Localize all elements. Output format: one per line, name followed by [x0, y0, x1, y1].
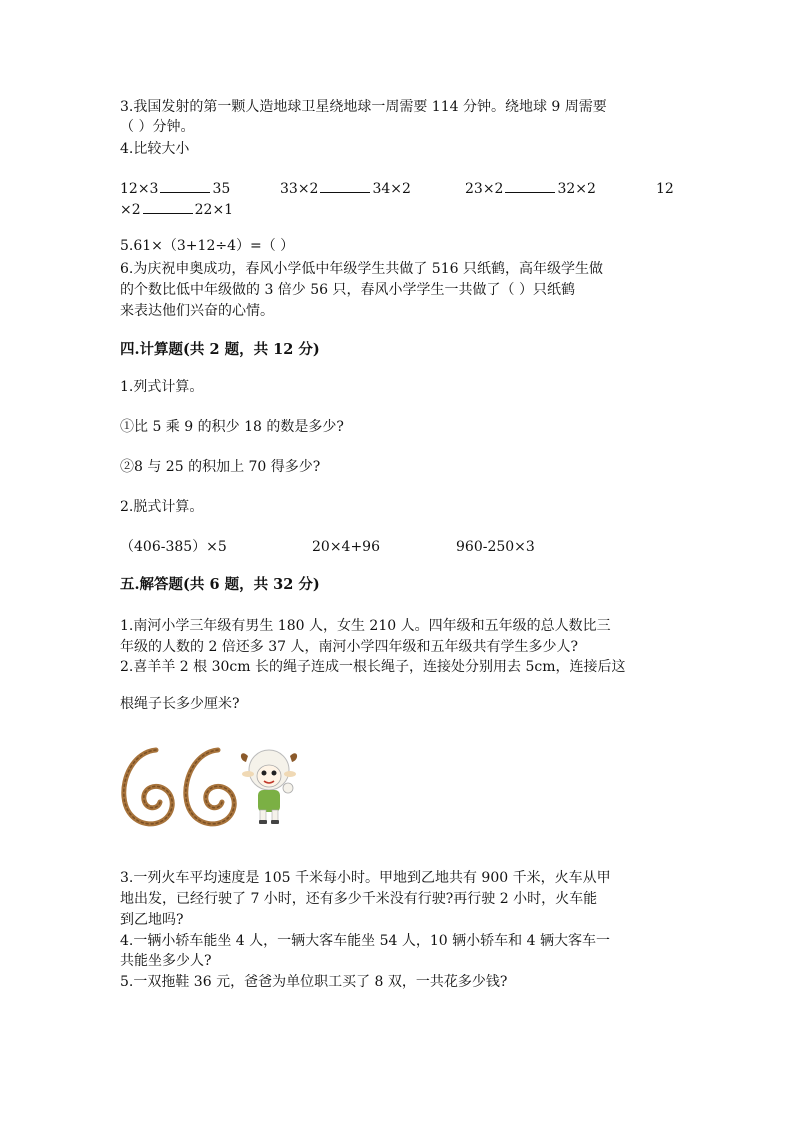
s5-q2-line1: 2.喜羊羊 2 根 30cm 长的绳子连成一根长绳子，连接处分别用去 5cm，连接后这: [120, 659, 626, 675]
s4-q2-title: 2.脱式计算。: [120, 499, 204, 515]
s5-q2-line2: 根绳子长多少厘米?: [120, 696, 240, 712]
compare-item-1: 12×3 35: [120, 181, 231, 197]
rope-coils-image: [116, 742, 306, 832]
s5-q1-line2: 年级的人数的 2 倍还多 37 人，南河小学四年级和五年级共有学生多少人?: [120, 639, 579, 655]
compare-item-2: 33×2 34×2: [280, 181, 411, 197]
rope-sheep-illustration: [116, 742, 306, 832]
q3-line1: 3.我国发射的第一颗人造地球卫星绕地球一周需要 114 分钟。绕地球 9 周需要: [120, 99, 607, 115]
calc-item-1: （406-385）×5: [120, 539, 227, 555]
compare-item-4-end: ×2 22×1: [120, 202, 234, 218]
q6-line3: 来表达他们兴奋的心情。: [120, 303, 274, 319]
s5-q3-line2: 地出发，已经行驶了 7 小时，还有多少千米没有行驶?再行驶 2 小时，火车能: [120, 891, 598, 907]
s5-q3-line1: 3.一列火车平均速度是 105 千米每小时。甲地到乙地共有 900 千米，火车从甲: [120, 870, 611, 886]
calc-item-2: 20×4+96: [312, 539, 380, 555]
s5-q4-line2: 共能坐多少人?: [120, 953, 212, 969]
sheep-icon: [241, 750, 297, 824]
s5-q3-line3: 到乙地吗?: [120, 912, 184, 928]
s4-q1-a: ①比 5 乘 9 的积少 18 的数是多少?: [120, 419, 344, 435]
q4-title: 4.比较大小: [120, 141, 190, 157]
section4-title: 四.计算题(共 2 题，共 12 分): [120, 341, 320, 358]
answer-blank[interactable]: [320, 180, 370, 193]
s5-q4-line1: 4.一辆小轿车能坐 4 人，一辆大客车能坐 54 人，10 辆小轿车和 4 辆大客车一: [120, 933, 610, 949]
q6-line1: 6.为庆祝申奥成功，春风小学低中年级学生共做了 516 只纸鹤，高年级学生做: [120, 261, 603, 277]
answer-blank[interactable]: [505, 180, 555, 193]
s4-q1-title: 1.列式计算。: [120, 379, 204, 395]
calc-item-3: 960-250×3: [456, 539, 535, 555]
q3-line2: （ ）分钟。: [120, 119, 195, 135]
s4-q1-b: ②8 与 25 的积加上 70 得多少?: [120, 459, 321, 475]
answer-blank[interactable]: [160, 180, 210, 193]
compare-item-4-start: 12: [656, 181, 674, 197]
q5-line: 5.61×（3+12÷4）=（ ）: [120, 238, 295, 254]
s5-q5-line: 5.一双拖鞋 36 元，爸爸为单位职工买了 8 双，一共花多少钱?: [120, 974, 508, 990]
section5-title: 五.解答题(共 6 题，共 32 分): [120, 576, 320, 593]
compare-item-3: 23×2 32×2: [465, 181, 596, 197]
rope-coil-icon: [124, 750, 172, 824]
rope-coil-icon: [186, 750, 234, 824]
s5-q1-line1: 1.南河小学三年级有男生 180 人，女生 210 人。四年级和五年级的总人数比三: [120, 618, 611, 634]
answer-blank[interactable]: [143, 201, 193, 214]
q6-line2: 的个数比低中年级做的 3 倍少 56 只，春风小学学生一共做了（ ）只纸鹤: [120, 282, 575, 298]
